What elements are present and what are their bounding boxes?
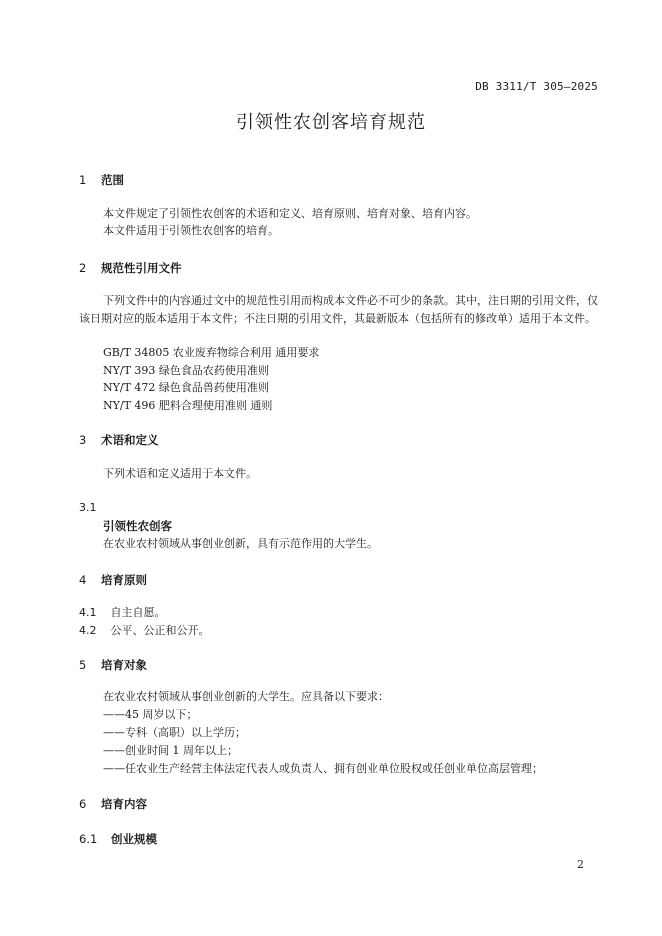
section-1-paragraph-2: 本文件适用于引领性农创客的培育。 [103,224,279,237]
section-number: 3 [79,433,87,447]
section-6-heading [79,796,147,812]
term-number: 3.1 [79,501,97,514]
section-title: 培育原则 [101,573,148,587]
section-title: 培育内容 [101,797,148,811]
clause-4-1 [79,604,166,620]
clause-number: 4.1 [79,606,97,619]
document-title: 引领性农创客培育规范 [236,112,426,133]
section-number: 1 [79,173,87,187]
subsection-number: 6.1 [79,832,98,846]
term-name: 引领性农创客 [103,519,172,533]
section-number: 5 [79,658,87,672]
section-number: 2 [79,261,87,275]
section-1-heading [79,172,124,188]
reference-item: NY/T 393 绿色食品农药使用准则 [103,364,269,377]
section-title: 培育对象 [101,658,148,672]
section-number: 4 [79,573,87,587]
section-3-heading [79,432,159,448]
clause-text: 自主自愿。 [110,606,166,619]
section-title: 规范性引用文件 [101,261,182,275]
reference-item: NY/T 496 肥料合理使用准则 通则 [103,399,273,412]
section-3-intro: 下列术语和定义适用于本文件。 [103,467,257,480]
page-number: 2 [577,858,584,871]
clause-4-2 [79,622,210,638]
section-1-paragraph-1: 本文件规定了引领性农创客的术语和定义、培育原则、培育对象、培育内容。 [103,207,477,220]
section-title: 范围 [101,173,125,187]
requirement-item: ——创业时间 1 周年以上； [103,744,238,757]
clause-number: 4.2 [79,624,97,637]
requirement-item: ——任农业生产经营主体法定代表人或负责人、拥有创业单位股权或任创业单位高层管理； [103,762,543,775]
subsection-6-1-heading [79,831,157,847]
section-title: 术语和定义 [101,433,159,447]
document-code: DB 3311/T 305—2025 [475,80,598,93]
reference-item: GB/T 34805 农业废弃物综合利用 通用要求 [103,346,320,359]
subsection-title: 创业规模 [111,832,158,846]
term-definition: 在农业农村领域从事创业创新，具有示范作用的大学生。 [103,537,378,550]
clause-text: 公平、公正和公开。 [110,624,210,637]
section-number: 6 [79,797,87,811]
section-2-intro: 下列文件中的内容通过文中的规范性引用而构成本文件必不可少的条款。其中，注日期的引用文件，仅该日期对应的版本适用于本文件；不注日期的引用文件，其最新版本（包括所有的修改单）适用于本文件。 [79,294,598,325]
requirement-item: ——专科（高职）以上学历； [103,726,246,739]
section-4-heading [79,572,147,588]
requirement-item: ——45 周岁以下； [103,708,198,721]
section-5-heading [79,657,147,673]
reference-item: NY/T 472 绿色食品兽药使用准则 [103,381,269,394]
section-2-heading [79,260,182,276]
section-5-intro: 在农业农村领域从事创业创新的大学生。应具备以下要求： [103,690,389,703]
